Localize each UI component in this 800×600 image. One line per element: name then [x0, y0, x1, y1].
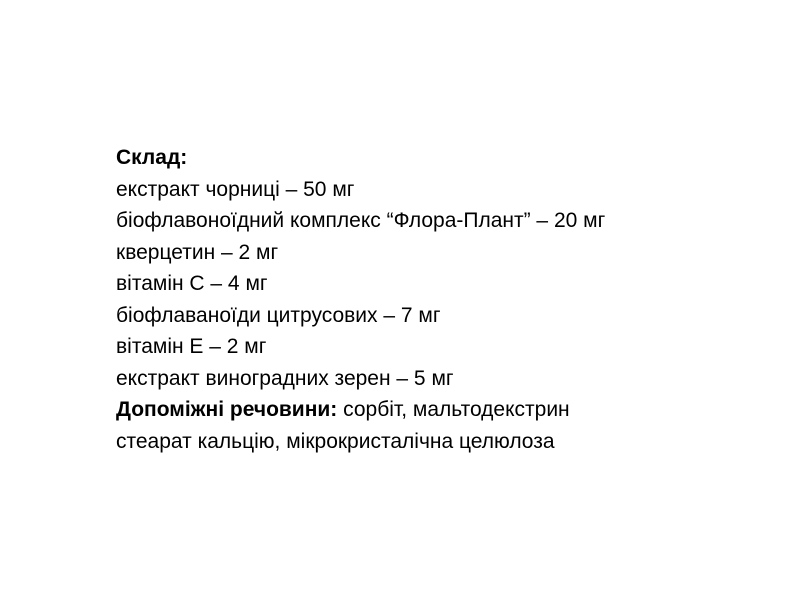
ingredient-line: кверцетин – 2 мг: [116, 240, 279, 264]
ingredient-line: екстракт виноградних зерен – 5 мг: [116, 366, 454, 390]
ingredient-line: біофлавоноїдний комплекс “Флора-Плант” – 20 мг: [116, 209, 606, 232]
excipients-line: [116, 394, 776, 426]
ingredient-line: екстракт чорниці – 50 мг: [116, 177, 355, 201]
excipients-list-part-1: сорбіт, мальтодекстрин: [337, 398, 570, 421]
excipients-list-part-2: стеарат кальцію, мікрокристалічна целюлоза: [116, 429, 555, 453]
ingredient-line: біофлаваноїди цитрусових – 7 мг: [116, 303, 441, 327]
ingredient-line: вітамін Е – 2 мг: [116, 335, 267, 358]
composition-text-block: [116, 142, 776, 457]
composition-heading: Склад:: [116, 146, 188, 169]
excipients-label: Допоміжні речовини:: [116, 398, 338, 421]
ingredient-line: вітамін С – 4 мг: [116, 272, 268, 295]
